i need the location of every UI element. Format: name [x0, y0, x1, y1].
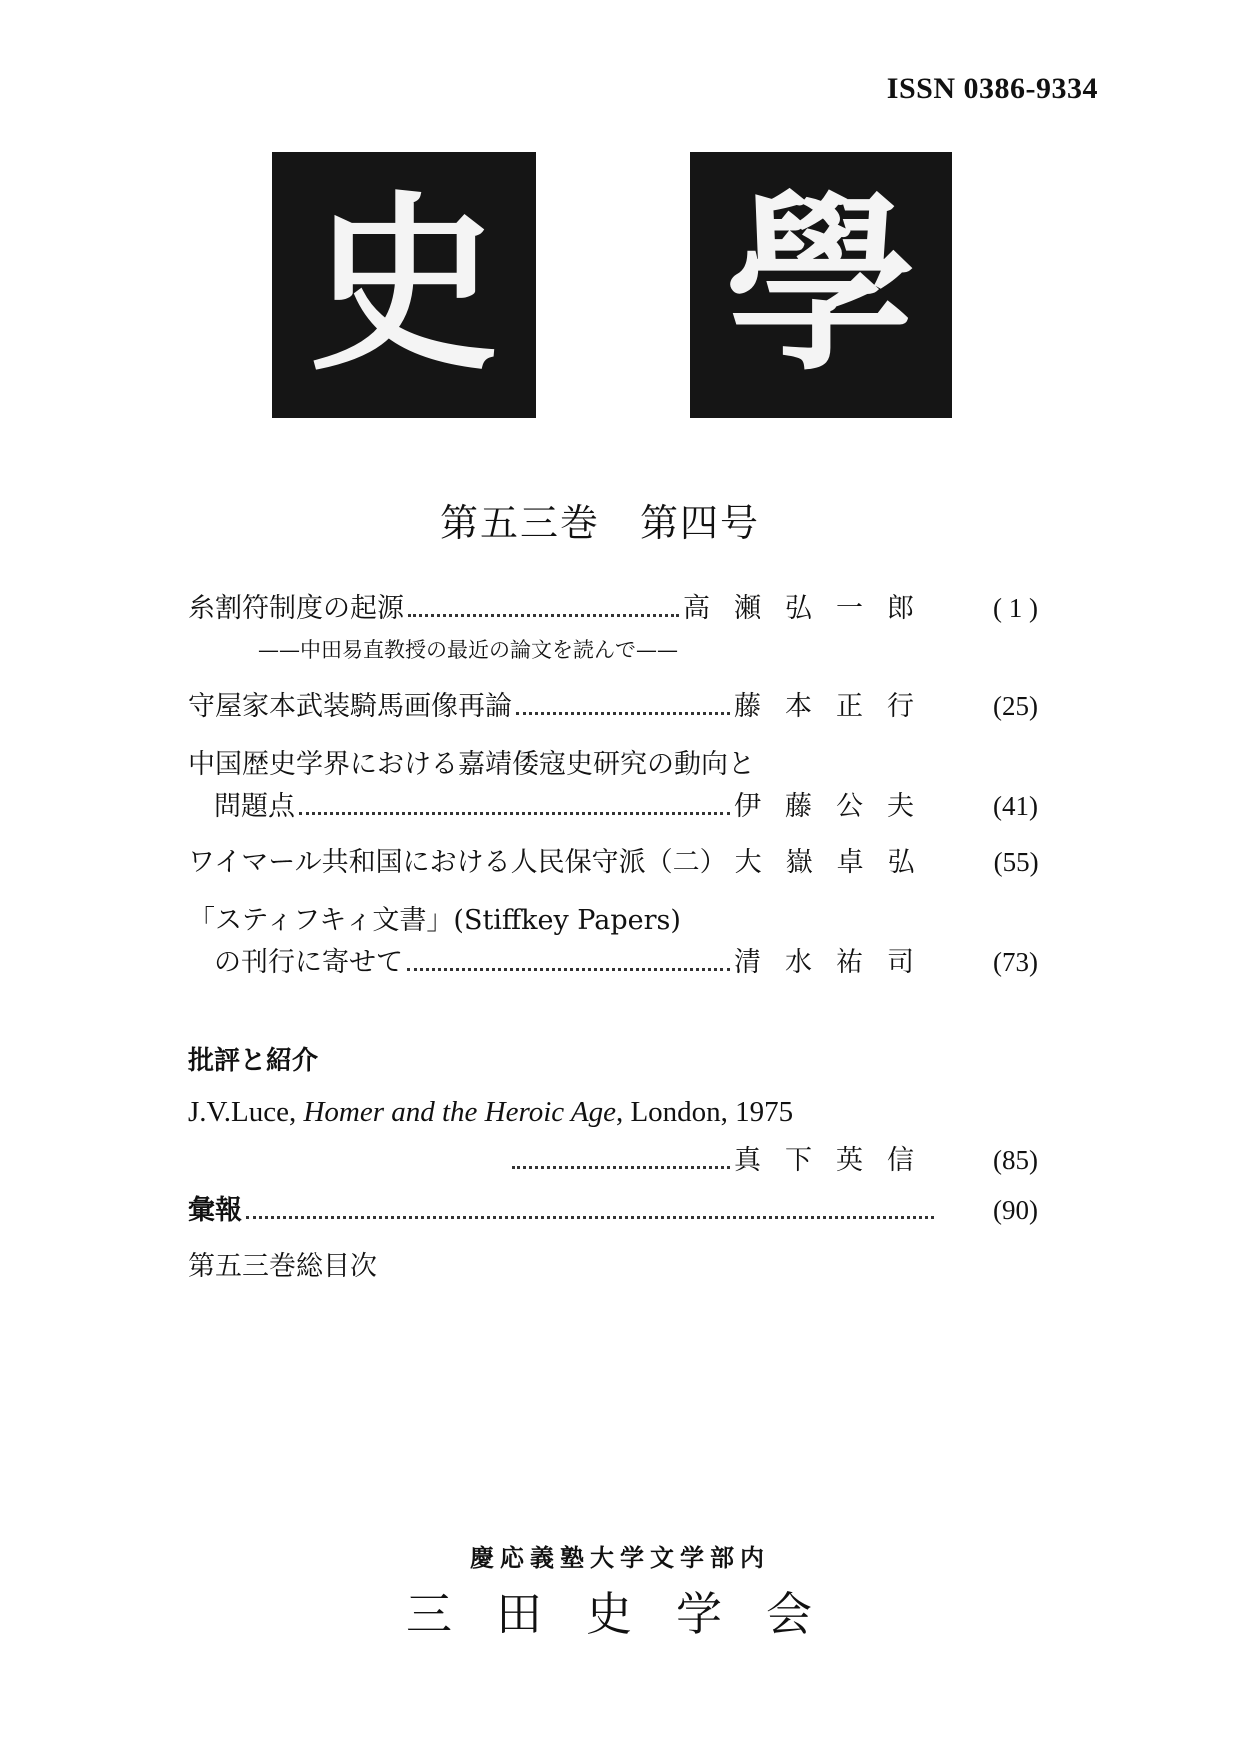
reviewer: 真下英信: [734, 1145, 938, 1176]
toc-entry[interactable]: [188, 586, 1038, 626]
toc-page: (90): [993, 1195, 1038, 1225]
toc-title: 糸割符制度の起源: [188, 593, 404, 624]
volume-number: 第五三巻: [439, 501, 600, 545]
journal-logo-char-2: [690, 152, 952, 418]
citation-author: J.V.Luce,: [188, 1096, 304, 1128]
volume-issue: [0, 492, 1200, 547]
toc-entry[interactable]: [214, 784, 1038, 824]
toc-entry[interactable]: [188, 840, 1038, 880]
toc-title: ワイマール共和国における人民保守派（二）: [188, 847, 727, 878]
toc-page: (25): [993, 691, 1038, 721]
toc-author: 伊藤公夫: [734, 791, 938, 822]
toc-entry-volume-index[interactable]: 第五三巻総目次: [188, 1251, 377, 1282]
leader-dots: [408, 614, 679, 617]
leader-dots: [516, 712, 730, 715]
issn-number: ISSN 0386-9334: [886, 72, 1098, 105]
toc-entry-news[interactable]: [188, 1188, 1038, 1228]
toc-page: (55): [993, 847, 1039, 877]
publisher-name: 三田史学会: [406, 1587, 856, 1641]
toc-subtitle: ——中田易直教授の最近の論文を読んで——: [258, 638, 678, 662]
toc-author: 高瀬弘一郎: [683, 593, 938, 624]
reviews-heading: 批評と紹介: [188, 1046, 319, 1076]
citation-title: Homer and the Heroic Age: [303, 1096, 616, 1128]
toc-author: 清水祐司: [734, 947, 938, 978]
toc-title-line-1[interactable]: 「スティフキィ文書」(Stiffkey Papers): [188, 905, 681, 936]
journal-logo-char-1: [272, 152, 536, 418]
toc-entry[interactable]: [188, 684, 1038, 724]
toc-title: 彙報: [188, 1195, 242, 1226]
toc-author: 大嶽卓弘: [734, 847, 939, 878]
toc-title-line-2: 問題点: [214, 791, 295, 822]
toc-title-line-1[interactable]: 中国歴史学界における嘉靖倭寇史研究の動向と: [188, 749, 755, 780]
toc-title: 守屋家本武装騎馬画像再論: [188, 691, 512, 722]
review-page: (85): [993, 1145, 1038, 1175]
citation-details: , London, 1975: [615, 1096, 794, 1128]
logo-char-shi: 史: [308, 173, 499, 396]
leader-dots: [407, 968, 730, 971]
review-entry[interactable]: [508, 1138, 1038, 1178]
leader-dots: [299, 812, 730, 815]
leader-dots: [512, 1166, 730, 1169]
logo-char-gaku: 學: [725, 173, 916, 396]
toc-page: ( 1 ): [993, 593, 1038, 623]
toc-entry[interactable]: [214, 940, 1038, 980]
publisher-affiliation: 慶応義塾大学文学部内: [470, 1543, 770, 1572]
review-citation[interactable]: [188, 1096, 793, 1129]
toc-title-line-2: の刊行に寄せて: [214, 947, 403, 978]
toc-author: 藤本正行: [734, 691, 938, 722]
leader-dots: [246, 1216, 934, 1219]
issue-number: 第四号: [640, 501, 761, 545]
toc-page: (73): [993, 947, 1038, 977]
toc-page: (41): [993, 791, 1038, 821]
